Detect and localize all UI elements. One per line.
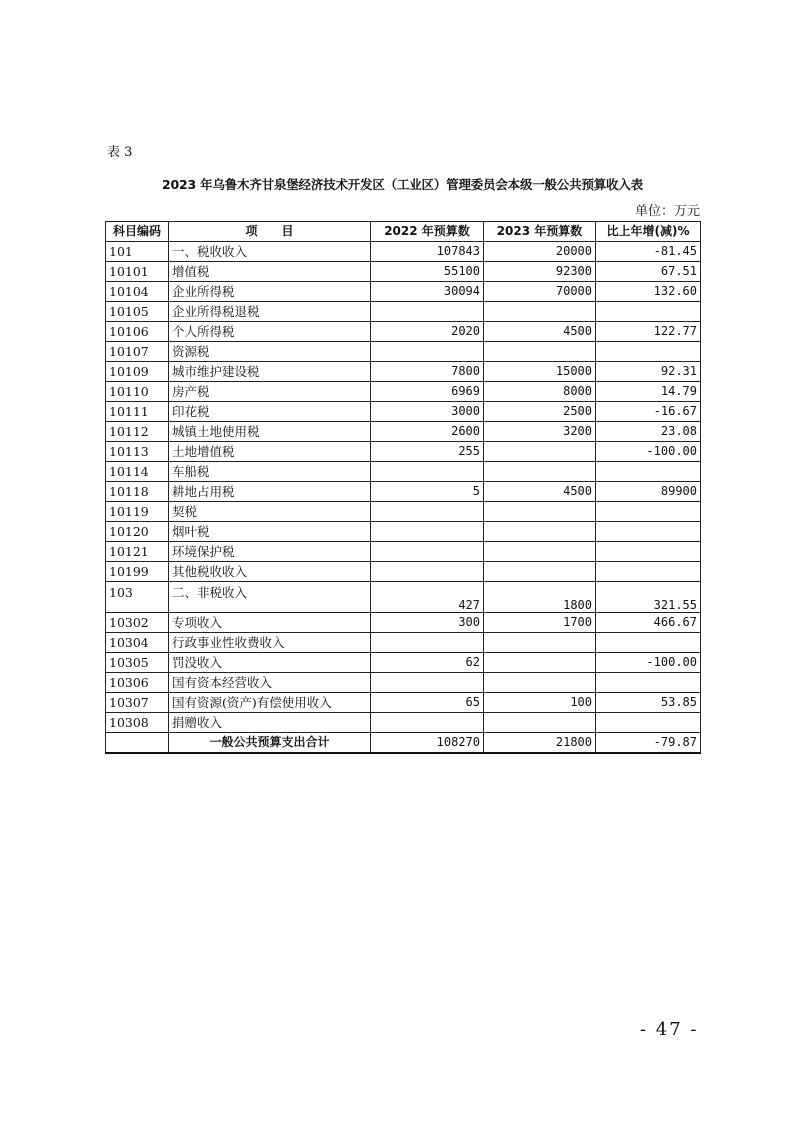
table-body — [106, 242, 701, 733]
row-budget-2023: 100 — [484, 693, 596, 713]
row-item-name: 国有资本经营收入 — [169, 673, 371, 693]
table-row — [106, 653, 701, 673]
total-budget-2023: 21800 — [484, 733, 596, 754]
row-item-name: 其他税收收入 — [169, 562, 371, 582]
row-budget-2023 — [484, 302, 596, 322]
row-item-name: 国有资源(资产)有偿使用收入 — [169, 693, 371, 713]
row-change — [596, 462, 701, 482]
table-row — [106, 542, 701, 562]
row-code: 10114 — [106, 462, 169, 482]
row-change — [596, 713, 701, 733]
row-change — [596, 502, 701, 522]
row-item-name: 企业所得税 — [169, 282, 371, 302]
row-budget-2022: 55100 — [371, 262, 484, 282]
row-code: 10121 — [106, 542, 169, 562]
row-budget-2023: 3200 — [484, 422, 596, 442]
table-label: 表 3 — [107, 145, 133, 160]
row-change: -100.00 — [596, 653, 701, 673]
row-budget-2022: 6969 — [371, 382, 484, 402]
row-code: 10308 — [106, 713, 169, 733]
row-code: 10119 — [106, 502, 169, 522]
row-change — [596, 342, 701, 362]
row-change — [596, 633, 701, 653]
total-budget-2022: 108270 — [371, 733, 484, 754]
row-budget-2022: 5 — [371, 482, 484, 502]
table-row — [106, 442, 701, 462]
row-budget-2022: 300 — [371, 613, 484, 633]
row-change: 466.67 — [596, 613, 701, 633]
row-code: 10120 — [106, 522, 169, 542]
row-item-name: 资源税 — [169, 342, 371, 362]
row-change: 53.85 — [596, 693, 701, 713]
row-code: 10118 — [106, 482, 169, 502]
row-change: 132.60 — [596, 282, 701, 302]
row-budget-2023 — [484, 442, 596, 462]
row-budget-2022 — [371, 522, 484, 542]
row-code: 10199 — [106, 562, 169, 582]
row-change: 23.08 — [596, 422, 701, 442]
row-change: 14.79 — [596, 382, 701, 402]
row-budget-2023: 2500 — [484, 402, 596, 422]
header-budget-2022: 2022 年预算数 — [371, 222, 484, 242]
row-item-name: 契税 — [169, 502, 371, 522]
row-budget-2022 — [371, 673, 484, 693]
total-row — [106, 733, 701, 754]
row-change — [596, 562, 701, 582]
row-budget-2022 — [371, 542, 484, 562]
row-code: 10304 — [106, 633, 169, 653]
row-budget-2022 — [371, 462, 484, 482]
table-row — [106, 282, 701, 302]
row-budget-2023 — [484, 462, 596, 482]
row-budget-2023: 20000 — [484, 242, 596, 262]
row-item-name: 城市维护建设税 — [169, 362, 371, 382]
row-code: 10111 — [106, 402, 169, 422]
row-budget-2023: 92300 — [484, 262, 596, 282]
row-budget-2023 — [484, 633, 596, 653]
row-code: 101 — [106, 242, 169, 262]
row-item-name: 房产税 — [169, 382, 371, 402]
row-budget-2023: 1800 — [484, 582, 596, 613]
unit-note: 单位：万元 — [634, 204, 700, 219]
row-change — [596, 542, 701, 562]
table-row — [106, 713, 701, 733]
row-budget-2023 — [484, 673, 596, 693]
row-code: 10110 — [106, 382, 169, 402]
row-item-name: 印花税 — [169, 402, 371, 422]
row-change: 89900 — [596, 482, 701, 502]
row-budget-2023 — [484, 542, 596, 562]
row-budget-2022 — [371, 713, 484, 733]
table-row — [106, 673, 701, 693]
row-budget-2022: 65 — [371, 693, 484, 713]
row-budget-2022: 255 — [371, 442, 484, 462]
row-budget-2023 — [484, 713, 596, 733]
table-row — [106, 262, 701, 282]
row-item-name: 烟叶税 — [169, 522, 371, 542]
table-row — [106, 693, 701, 713]
header-code: 科目编码 — [106, 222, 169, 242]
row-code: 10104 — [106, 282, 169, 302]
row-budget-2023: 4500 — [484, 482, 596, 502]
row-change — [596, 302, 701, 322]
row-code: 10113 — [106, 442, 169, 462]
row-budget-2023 — [484, 342, 596, 362]
row-budget-2022: 2600 — [371, 422, 484, 442]
table-row — [106, 242, 701, 262]
table-header-row — [106, 222, 701, 242]
header-item: 项 目 — [169, 222, 371, 242]
table-row — [106, 402, 701, 422]
row-budget-2022 — [371, 342, 484, 362]
row-budget-2022: 107843 — [371, 242, 484, 262]
row-budget-2022 — [371, 502, 484, 522]
table-row — [106, 633, 701, 653]
table-row — [106, 342, 701, 362]
row-change: 92.31 — [596, 362, 701, 382]
table-row — [106, 562, 701, 582]
row-item-name: 行政事业性收费收入 — [169, 633, 371, 653]
row-code: 10101 — [106, 262, 169, 282]
total-label: 一般公共预算支出合计 — [169, 733, 371, 754]
row-budget-2022: 7800 — [371, 362, 484, 382]
row-budget-2023: 70000 — [484, 282, 596, 302]
header-budget-2023: 2023 年预算数 — [484, 222, 596, 242]
row-item-name: 车船税 — [169, 462, 371, 482]
table-row — [106, 582, 701, 613]
row-change: 67.51 — [596, 262, 701, 282]
row-change: 321.55 — [596, 582, 701, 613]
row-budget-2022: 2020 — [371, 322, 484, 342]
row-code: 10112 — [106, 422, 169, 442]
row-budget-2023 — [484, 522, 596, 542]
table-row — [106, 362, 701, 382]
table-row — [106, 522, 701, 542]
row-budget-2023 — [484, 653, 596, 673]
row-change: -16.67 — [596, 402, 701, 422]
table-row — [106, 482, 701, 502]
row-code: 10107 — [106, 342, 169, 362]
row-code: 103 — [106, 582, 169, 613]
header-change-percent: 比上年增(减)% — [596, 222, 701, 242]
row-budget-2022: 30094 — [371, 282, 484, 302]
row-item-name: 个人所得税 — [169, 322, 371, 342]
row-code: 10109 — [106, 362, 169, 382]
row-code: 10305 — [106, 653, 169, 673]
row-budget-2023: 15000 — [484, 362, 596, 382]
row-item-name: 专项收入 — [169, 613, 371, 633]
row-budget-2022 — [371, 302, 484, 322]
total-change: -79.87 — [596, 733, 701, 754]
row-budget-2023: 1700 — [484, 613, 596, 633]
row-item-name: 二、非税收入 — [169, 582, 371, 613]
row-change: 122.77 — [596, 322, 701, 342]
table-row — [106, 422, 701, 442]
document-title: 2023 年乌鲁木齐甘泉堡经济技术开发区（工业区）管理委员会本级一般公共预算收入表 — [162, 177, 643, 192]
row-change: -100.00 — [596, 442, 701, 462]
row-code: 10106 — [106, 322, 169, 342]
table-row — [106, 322, 701, 342]
row-budget-2022: 62 — [371, 653, 484, 673]
row-change: -81.45 — [596, 242, 701, 262]
row-item-name: 耕地占用税 — [169, 482, 371, 502]
row-change — [596, 522, 701, 542]
budget-table — [105, 221, 701, 754]
row-code: 10307 — [106, 693, 169, 713]
row-item-name: 罚没收入 — [169, 653, 371, 673]
row-budget-2023: 4500 — [484, 322, 596, 342]
table-row — [106, 382, 701, 402]
row-item-name: 一、税收收入 — [169, 242, 371, 262]
page-number: - 47 - — [640, 1019, 699, 1040]
row-change — [596, 673, 701, 693]
row-item-name: 增值税 — [169, 262, 371, 282]
row-code: 10302 — [106, 613, 169, 633]
table-row — [106, 302, 701, 322]
row-item-name: 土地增值税 — [169, 442, 371, 462]
row-budget-2022: 427 — [371, 582, 484, 613]
row-budget-2023 — [484, 562, 596, 582]
row-budget-2022: 3000 — [371, 402, 484, 422]
table-row — [106, 462, 701, 482]
table-row — [106, 502, 701, 522]
table-row — [106, 613, 701, 633]
row-code: 10105 — [106, 302, 169, 322]
row-budget-2023: 8000 — [484, 382, 596, 402]
row-item-name: 环境保护税 — [169, 542, 371, 562]
row-budget-2023 — [484, 502, 596, 522]
row-budget-2022 — [371, 633, 484, 653]
row-item-name: 捐赠收入 — [169, 713, 371, 733]
row-code: 10306 — [106, 673, 169, 693]
row-item-name: 城镇土地使用税 — [169, 422, 371, 442]
row-budget-2022 — [371, 562, 484, 582]
row-item-name: 企业所得税退税 — [169, 302, 371, 322]
total-code-cell — [106, 733, 169, 754]
